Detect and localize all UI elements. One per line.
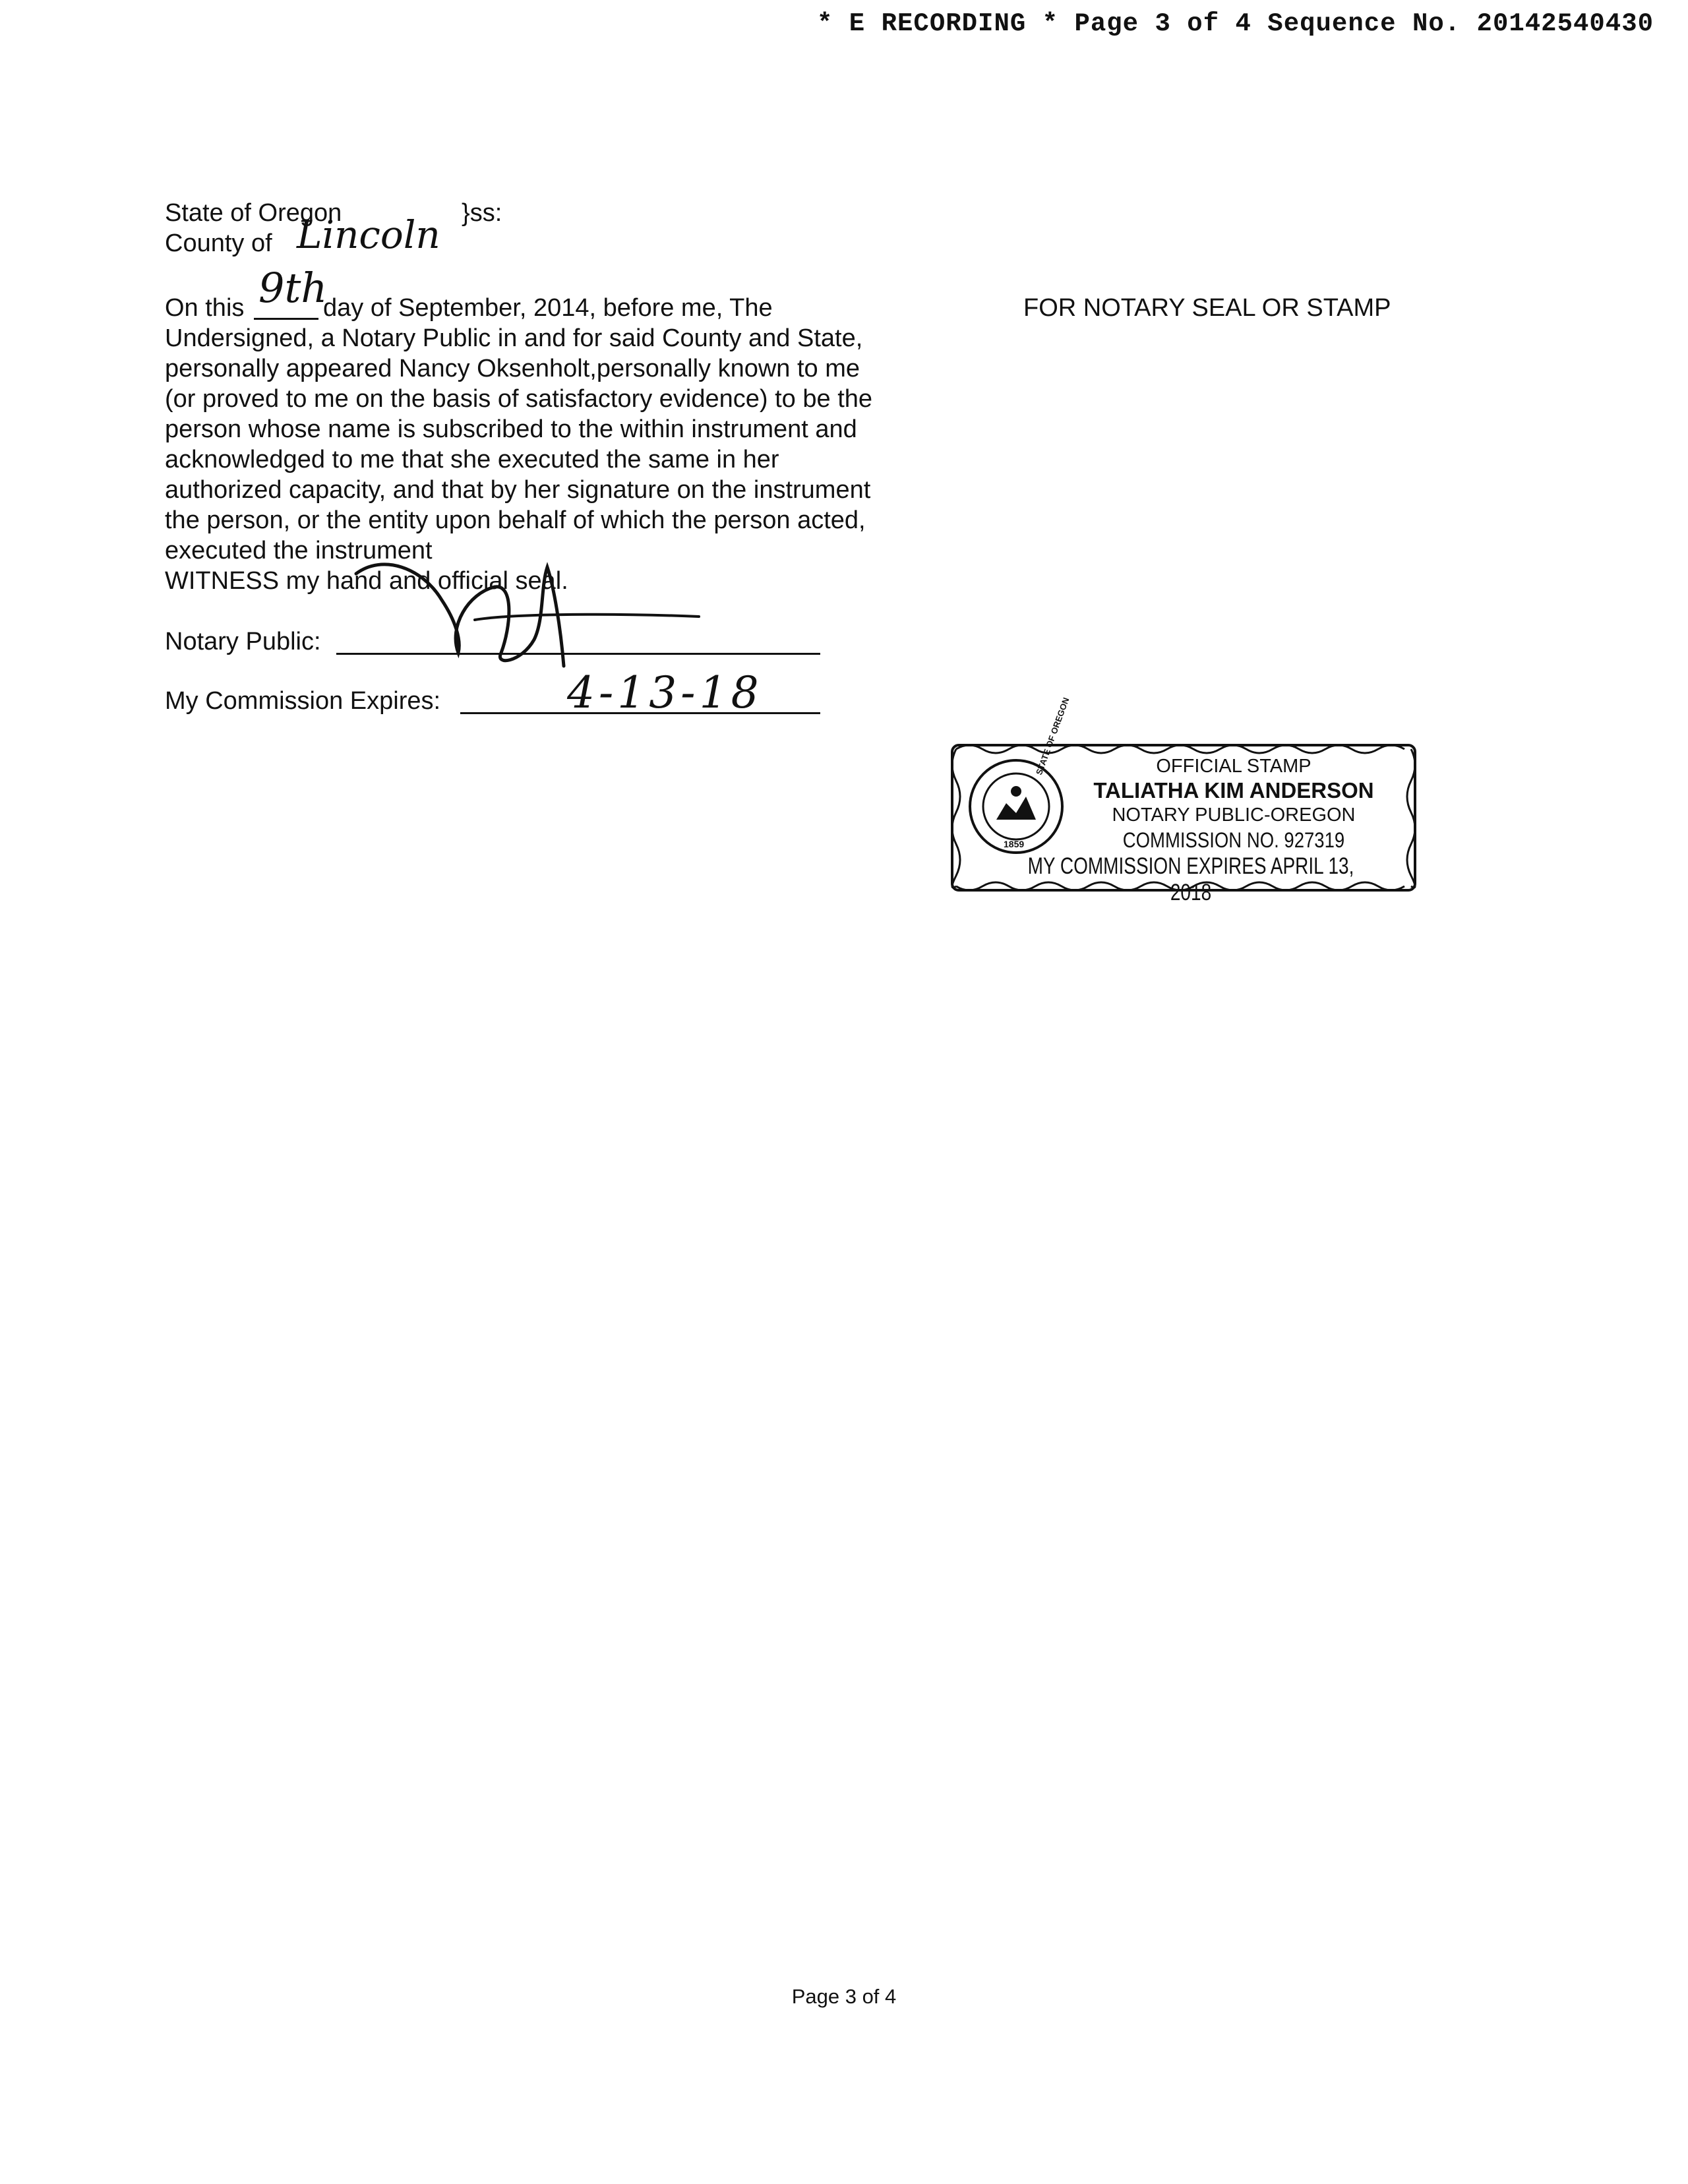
notary-public-label: Notary Public: [165,628,321,655]
commission-expires-label: My Commission Expires: [165,687,441,715]
stamp-line-5: MY COMMISSION EXPIRES APRIL 13, 2018 [1027,853,1354,905]
stamp-line-4: COMMISSION NO. 927319 [1122,828,1345,852]
official-stamp [947,696,1420,905]
notary-signature [343,547,712,673]
day-blank-line [254,318,318,320]
acknowledgment-line-1: day of September, 2014, before me, The [323,294,773,322]
ss-marker: }ss: [462,199,502,227]
stamp-line-3: NOTARY PUBLIC-OREGON [1112,804,1356,826]
seal-text: STATE OF OREGON [1034,696,1071,777]
acknowledgment-line-2: Undersigned, a Notary Public in and for said County and State, [165,324,863,352]
stamp-line-1: OFFICIAL STAMP [1156,756,1311,777]
seal-year: 1859 [1004,839,1025,849]
witness-line: WITNESS my hand and official seal. [165,567,568,595]
state-line: State of Oregon [165,199,342,227]
acknowledgment-line-9: executed the instrument [165,537,433,564]
acknowledgment-line-7: authorized capacity, and that by her signature on the instrument [165,476,871,504]
recording-header: * E RECORDING * Page 3 of 4 Sequence No. 20142540430 [817,9,1654,38]
on-this-text: On this [165,294,245,322]
day-handwritten: 9th [258,264,328,312]
seal-area-label: FOR NOTARY SEAL OR STAMP [1023,294,1391,322]
page-footer: Page 3 of 4 [791,1985,897,2008]
county-handwritten: Lincoln [297,212,440,257]
acknowledgment-line-3: personally appeared Nancy Oksenholt,personally known to me [165,355,860,382]
acknowledgment-line-4: (or proved to me on the basis of satisfactory evidence) to be the [165,385,873,413]
commission-handwritten: 4-13-18 [567,667,763,718]
acknowledgment-line-8: the person, or the entity upon behalf of which the person acted, [165,506,866,534]
acknowledgment-line-6: acknowledged to me that she executed the same in her [165,446,779,473]
county-label: County of [165,229,272,257]
stamp-line-2: TALIATHA KIM ANDERSON [1093,778,1374,803]
acknowledgment-line-5: person whose name is subscribed to the within instrument and [165,415,857,443]
